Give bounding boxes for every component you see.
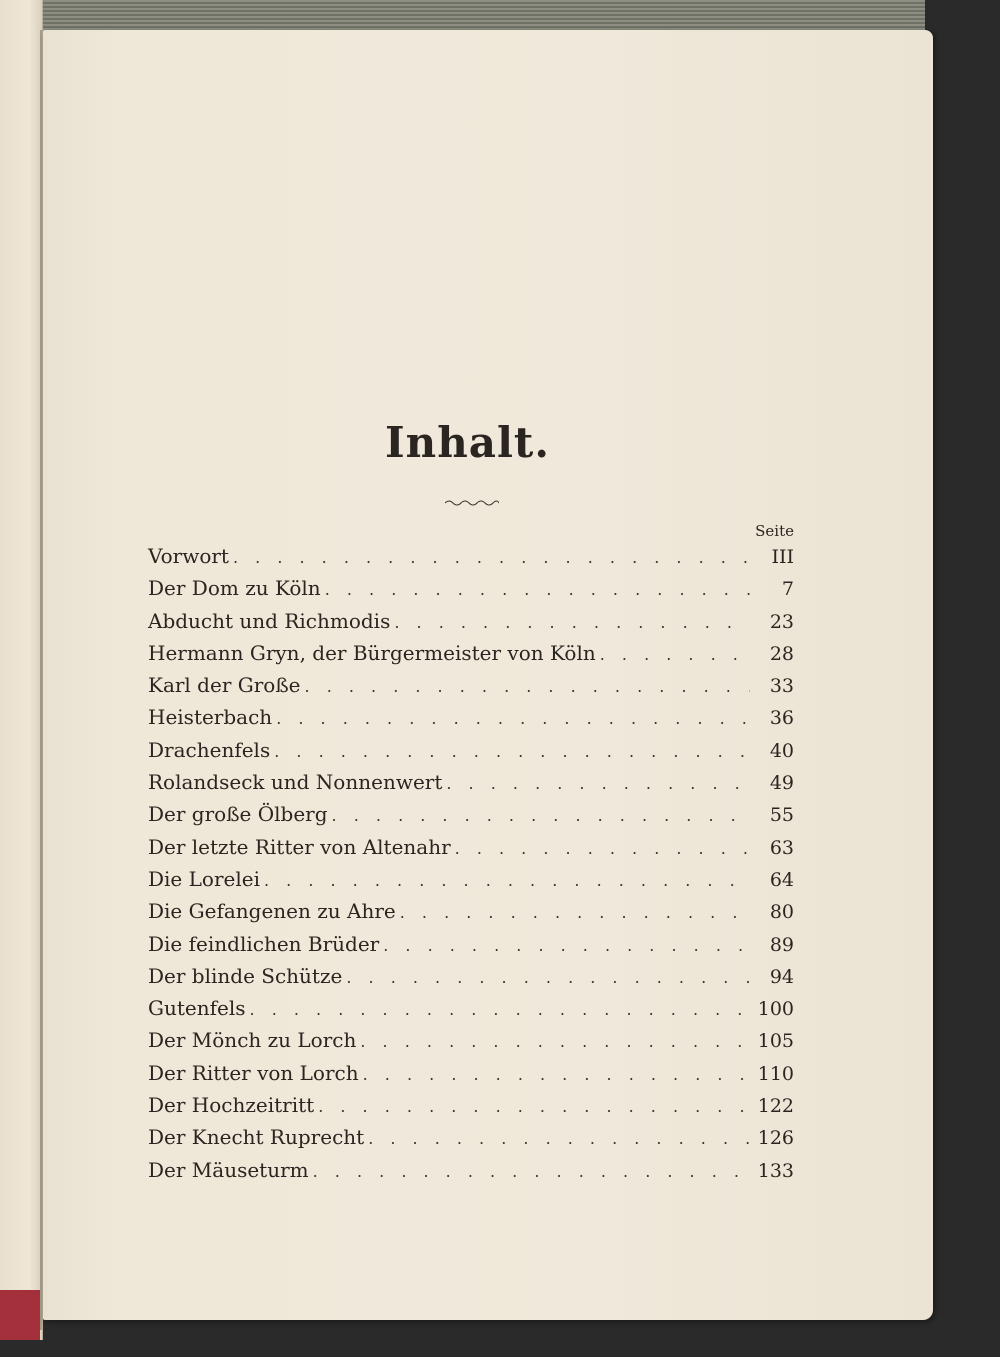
leader-dots bbox=[383, 930, 750, 962]
entry-page: 63 bbox=[769, 836, 794, 859]
entry-title: Karl der Große bbox=[148, 673, 301, 698]
leader-dots bbox=[305, 671, 750, 703]
toc-entry[interactable] bbox=[148, 895, 794, 927]
toc-entry[interactable] bbox=[148, 701, 794, 733]
entry-title: Rolandseck und Nonnenwert bbox=[148, 770, 443, 795]
entry-title: Der Dom zu Köln bbox=[148, 576, 321, 601]
entry-title: Die feindlichen Brüder bbox=[148, 931, 380, 956]
toc-entry[interactable] bbox=[148, 766, 794, 798]
entry-title: Die Lorelei bbox=[148, 866, 260, 891]
toc-entry[interactable] bbox=[148, 669, 794, 701]
toc-entry[interactable] bbox=[148, 1154, 794, 1186]
entry-title: Heisterbach bbox=[148, 705, 273, 730]
leader-dots bbox=[274, 736, 750, 768]
entry-page: 110 bbox=[757, 1062, 794, 1085]
entry-page: 40 bbox=[769, 739, 794, 762]
entry-page: 126 bbox=[757, 1127, 794, 1150]
leader-dots bbox=[394, 607, 750, 639]
toc-entry[interactable] bbox=[148, 605, 794, 637]
leader-dots bbox=[233, 542, 750, 574]
gutter bbox=[40, 30, 42, 1330]
entry-page: 7 bbox=[781, 578, 794, 601]
toc-entry[interactable] bbox=[148, 798, 794, 830]
entry-page: III bbox=[771, 546, 794, 568]
leader-dots bbox=[368, 1123, 750, 1155]
cover-edge bbox=[0, 1290, 40, 1340]
entry-title: Der Ritter von Lorch bbox=[148, 1060, 359, 1085]
entry-title: Der Hochzeitritt bbox=[148, 1093, 315, 1118]
entry-page: 36 bbox=[769, 707, 794, 730]
leader-dots bbox=[446, 768, 750, 800]
entry-title: Hermann Gryn, der Bürgermeister von Köln bbox=[148, 640, 596, 665]
entry-page: 33 bbox=[769, 675, 794, 698]
entry-title: Der blinde Schütze bbox=[148, 963, 343, 988]
toc-entry[interactable] bbox=[148, 1121, 794, 1153]
entry-page: 23 bbox=[769, 610, 794, 633]
entry-title: Die Gefangenen zu Ahre bbox=[148, 899, 396, 924]
leader-dots bbox=[600, 639, 750, 671]
leader-dots bbox=[332, 800, 750, 832]
left-page-edge bbox=[0, 0, 43, 1340]
leader-dots bbox=[363, 1059, 750, 1091]
toc-entry[interactable] bbox=[148, 992, 794, 1024]
leader-dots bbox=[325, 574, 750, 606]
leader-dots bbox=[318, 1091, 750, 1123]
entry-page: 28 bbox=[769, 642, 794, 665]
toc-entry[interactable] bbox=[148, 1024, 794, 1056]
entry-title: Der Knecht Ruprecht bbox=[148, 1125, 365, 1150]
entry-page: 64 bbox=[769, 868, 794, 891]
entry-page: 89 bbox=[769, 933, 794, 956]
page-title: Inhalt. bbox=[385, 418, 550, 467]
leader-dots bbox=[264, 865, 750, 897]
entry-page: 55 bbox=[769, 804, 794, 827]
entry-title: Abducht und Richmodis bbox=[148, 608, 391, 633]
entry-title: Drachenfels bbox=[148, 737, 271, 762]
toc-entry[interactable] bbox=[148, 637, 794, 669]
entry-title: Gutenfels bbox=[148, 996, 246, 1021]
leader-dots bbox=[313, 1156, 750, 1188]
entry-page: 122 bbox=[757, 1095, 794, 1118]
leader-dots bbox=[400, 897, 750, 929]
toc-entry[interactable] bbox=[148, 1089, 794, 1121]
entry-title: Der Mönch zu Lorch bbox=[148, 1028, 357, 1053]
title-ornament bbox=[445, 497, 499, 507]
entry-title: Vorwort bbox=[148, 544, 229, 568]
entry-title: Der letzte Ritter von Altenahr bbox=[148, 834, 451, 859]
leader-dots bbox=[360, 1026, 750, 1058]
toc-entry[interactable] bbox=[148, 960, 794, 992]
toc-entry[interactable] bbox=[148, 734, 794, 766]
entry-page: 94 bbox=[769, 965, 794, 988]
toc-entry[interactable] bbox=[148, 863, 794, 895]
leader-dots bbox=[346, 962, 750, 994]
toc-entry[interactable] bbox=[148, 928, 794, 960]
entry-page: 100 bbox=[757, 998, 794, 1021]
entry-title: Der große Ölberg bbox=[148, 802, 328, 827]
entry-page: 133 bbox=[757, 1159, 794, 1182]
toc-entry[interactable] bbox=[148, 540, 794, 572]
toc-entry[interactable] bbox=[148, 1057, 794, 1089]
table-of-contents bbox=[148, 540, 794, 1186]
entry-title: Der Mäuseturm bbox=[148, 1157, 309, 1182]
toc-entry[interactable] bbox=[148, 831, 794, 863]
leader-dots bbox=[455, 833, 750, 865]
entry-page: 105 bbox=[757, 1030, 794, 1053]
entry-page: 49 bbox=[769, 772, 794, 795]
page-column-header: Seite bbox=[755, 522, 794, 540]
leader-dots bbox=[250, 994, 750, 1026]
toc-entry[interactable] bbox=[148, 572, 794, 604]
leader-dots bbox=[276, 703, 750, 735]
entry-page: 80 bbox=[769, 901, 794, 924]
